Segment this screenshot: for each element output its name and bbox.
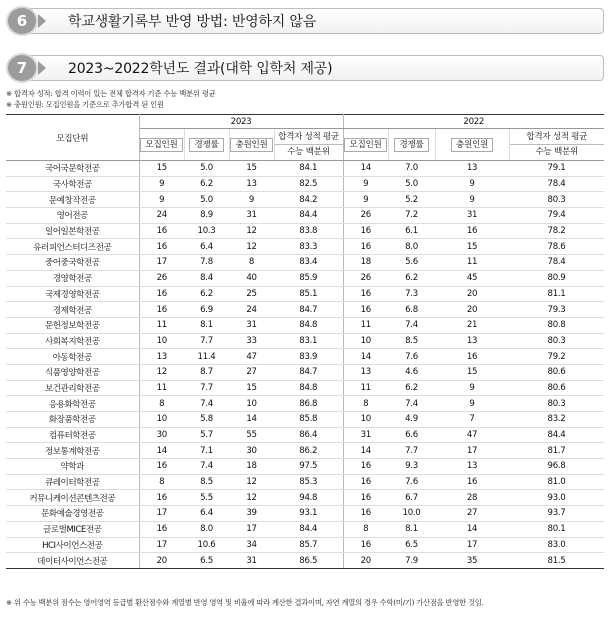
extra-cell: 33	[229, 333, 274, 349]
ratio-cell: 7.2	[388, 208, 435, 224]
extra-cell: 17	[435, 443, 509, 459]
quota-cell: 12	[139, 364, 184, 380]
score-cell: 81.1	[509, 286, 604, 302]
quota-cell: 16	[139, 459, 184, 475]
ratio-cell: 11.4	[184, 349, 229, 365]
quota-cell: 10	[139, 333, 184, 349]
ratio-cell: 10.3	[184, 223, 229, 239]
ratio-cell: 8.9	[184, 208, 229, 224]
ratio-cell: 10.6	[184, 537, 229, 553]
extra-cell: 45	[435, 270, 509, 286]
footer-note: ※ 위 수능 백분위 점수는 영어영역 등급별 환산점수와 계열별 반영 영역 및 비율에 따라 계산한 결과이며, 자연 계열의 경우 수학(미/기) 가산점을 반영한 것임.	[6, 598, 484, 607]
ratio-cell: 5.8	[184, 412, 229, 428]
extra-cell: 31	[229, 553, 274, 569]
ratio-cell: 4.9	[388, 412, 435, 428]
score-cell: 85.8	[274, 412, 343, 428]
extra-cell: 17	[435, 537, 509, 553]
ratio-cell: 7.4	[388, 396, 435, 412]
unit-name-cell: 큐레이터학전공	[6, 474, 139, 490]
extra-cell: 16	[435, 223, 509, 239]
quota-cell: 18	[343, 255, 388, 271]
ratio-cell: 5.5	[184, 490, 229, 506]
score-cell: 84.2	[274, 192, 343, 208]
score-cell: 84.7	[274, 302, 343, 318]
score-cell: 96.8	[509, 459, 604, 475]
unit-name-cell: 중어중국학전공	[6, 255, 139, 271]
extra-cell: 55	[229, 427, 274, 443]
extra-cell: 13	[435, 161, 509, 177]
score-cell: 83.2	[509, 412, 604, 428]
extra-cell: 31	[435, 208, 509, 224]
score-cell: 80.9	[509, 270, 604, 286]
ratio-cell: 8.0	[388, 239, 435, 255]
extra-cell: 27	[229, 364, 274, 380]
table-row	[6, 223, 604, 239]
extra-cell: 13	[435, 459, 509, 475]
ratio-cell: 6.1	[388, 223, 435, 239]
extra-cell: 24	[229, 302, 274, 318]
quota-cell: 16	[343, 459, 388, 475]
ratio-cell: 8.5	[388, 333, 435, 349]
ratio-cell: 5.0	[388, 176, 435, 192]
extra-cell: 15	[435, 239, 509, 255]
extra-cell: 31	[229, 208, 274, 224]
extra-cell: 20	[435, 286, 509, 302]
header-year-2022: 2022	[343, 115, 604, 129]
header-quota: 모집인원	[139, 129, 184, 161]
quota-cell: 17	[139, 255, 184, 271]
header-extra: 충원인원	[435, 129, 509, 161]
extra-cell: 21	[435, 317, 509, 333]
ratio-cell: 8.7	[184, 364, 229, 380]
score-cell: 79.1	[509, 161, 604, 177]
quota-cell: 15	[139, 161, 184, 177]
score-cell: 80.3	[509, 333, 604, 349]
score-cell: 78.2	[509, 223, 604, 239]
score-cell: 80.3	[509, 192, 604, 208]
header-quota: 모집인원	[343, 129, 388, 161]
ratio-cell: 7.1	[184, 443, 229, 459]
ratio-cell: 6.2	[184, 286, 229, 302]
ratio-cell: 8.5	[184, 474, 229, 490]
ratio-cell: 10.0	[388, 506, 435, 522]
ratio-cell: 5.0	[184, 192, 229, 208]
ratio-cell: 8.1	[184, 317, 229, 333]
ratio-cell: 6.5	[388, 537, 435, 553]
unit-name-cell: 문화예술경영전공	[6, 506, 139, 522]
section-header-6	[6, 6, 604, 36]
ratio-cell: 6.4	[184, 239, 229, 255]
quota-cell: 16	[343, 506, 388, 522]
quota-cell: 10	[139, 412, 184, 428]
quota-cell: 9	[343, 192, 388, 208]
header-unit: 모집단위	[6, 115, 139, 161]
extra-cell: 9	[435, 176, 509, 192]
table-row	[6, 396, 604, 412]
table-row	[6, 443, 604, 459]
quota-cell: 9	[139, 176, 184, 192]
unit-name-cell: 데이터사이언스전공	[6, 553, 139, 569]
extra-cell: 9	[435, 396, 509, 412]
unit-name-cell: 정보통계학전공	[6, 443, 139, 459]
table-row	[6, 349, 604, 365]
score-cell: 93.7	[509, 506, 604, 522]
unit-name-cell: 경영학전공	[6, 270, 139, 286]
quota-cell: 16	[343, 286, 388, 302]
quota-cell: 9	[343, 176, 388, 192]
table-row	[6, 474, 604, 490]
score-cell: 93.1	[274, 506, 343, 522]
quota-cell: 8	[139, 396, 184, 412]
quota-cell: 16	[343, 302, 388, 318]
extra-cell: 15	[229, 380, 274, 396]
section-header-7	[6, 53, 604, 83]
score-cell: 93.0	[509, 490, 604, 506]
quota-cell: 16	[343, 239, 388, 255]
ratio-cell: 7.6	[388, 349, 435, 365]
quota-cell: 20	[139, 553, 184, 569]
quota-cell: 16	[343, 537, 388, 553]
score-cell: 84.8	[274, 380, 343, 396]
quota-cell: 10	[343, 333, 388, 349]
extra-cell: 30	[229, 443, 274, 459]
score-cell: 86.5	[274, 553, 343, 569]
table-row	[6, 537, 604, 553]
quota-cell: 17	[139, 506, 184, 522]
header-ratio: 경쟁률	[388, 129, 435, 161]
score-cell: 86.8	[274, 396, 343, 412]
ratio-cell: 6.6	[388, 427, 435, 443]
ratio-cell: 4.6	[388, 364, 435, 380]
ratio-cell: 9.3	[388, 459, 435, 475]
quota-cell: 14	[139, 443, 184, 459]
score-cell: 85.1	[274, 286, 343, 302]
quota-cell: 8	[343, 396, 388, 412]
ratio-cell: 7.4	[184, 459, 229, 475]
quota-cell: 11	[343, 317, 388, 333]
score-cell: 80.6	[509, 380, 604, 396]
quota-cell: 26	[139, 270, 184, 286]
table-row	[6, 553, 604, 569]
quota-cell: 14	[343, 443, 388, 459]
ratio-cell: 7.4	[184, 396, 229, 412]
score-cell: 81.0	[509, 474, 604, 490]
extra-cell: 16	[435, 349, 509, 365]
quota-cell: 26	[343, 208, 388, 224]
unit-name-cell: 문예창작전공	[6, 192, 139, 208]
quota-cell: 10	[343, 412, 388, 428]
extra-cell: 47	[435, 427, 509, 443]
unit-name-cell: 사회복지학전공	[6, 333, 139, 349]
score-cell: 83.1	[274, 333, 343, 349]
score-cell: 84.4	[509, 427, 604, 443]
header-score: 합격자 성적 평균 수능 백분위	[274, 129, 343, 161]
score-cell: 84.7	[274, 364, 343, 380]
quota-cell: 14	[343, 161, 388, 177]
extra-cell: 34	[229, 537, 274, 553]
ratio-cell: 7.8	[184, 255, 229, 271]
extra-cell: 39	[229, 506, 274, 522]
score-cell: 86.2	[274, 443, 343, 459]
score-cell: 80.3	[509, 396, 604, 412]
table-row	[6, 364, 604, 380]
ratio-cell: 8.0	[184, 521, 229, 537]
score-cell: 81.7	[509, 443, 604, 459]
ratio-cell: 6.9	[184, 302, 229, 318]
score-cell: 85.7	[274, 537, 343, 553]
extra-cell: 15	[229, 161, 274, 177]
chevron-right-icon	[38, 61, 46, 75]
unit-name-cell: 유러피언스터디즈전공	[6, 239, 139, 255]
extra-cell: 9	[435, 380, 509, 396]
table-row	[6, 302, 604, 318]
quota-cell: 16	[343, 490, 388, 506]
score-cell: 83.3	[274, 239, 343, 255]
extra-cell: 18	[229, 459, 274, 475]
unit-name-cell: 영어전공	[6, 208, 139, 224]
table-row	[6, 208, 604, 224]
score-cell: 83.8	[274, 223, 343, 239]
extra-cell: 13	[435, 333, 509, 349]
extra-cell: 14	[229, 412, 274, 428]
table-row	[6, 459, 604, 475]
extra-cell: 27	[435, 506, 509, 522]
quota-cell: 16	[343, 223, 388, 239]
ratio-cell: 7.7	[388, 443, 435, 459]
unit-name-cell: 커뮤니케이션콘텐츠전공	[6, 490, 139, 506]
quota-cell: 8	[343, 521, 388, 537]
ratio-cell: 6.7	[388, 490, 435, 506]
ratio-cell: 6.2	[388, 270, 435, 286]
table-row	[6, 239, 604, 255]
extra-cell: 16	[435, 474, 509, 490]
score-cell: 79.2	[509, 349, 604, 365]
extra-cell: 12	[229, 239, 274, 255]
header-ratio: 경쟁률	[184, 129, 229, 161]
score-cell: 84.1	[274, 161, 343, 177]
results-table	[6, 114, 604, 569]
quota-cell: 16	[139, 239, 184, 255]
table-row	[6, 490, 604, 506]
table-row	[6, 286, 604, 302]
ratio-cell: 7.4	[388, 317, 435, 333]
ratio-cell: 7.0	[388, 161, 435, 177]
unit-name-cell: 경제학전공	[6, 302, 139, 318]
score-cell: 94.8	[274, 490, 343, 506]
score-cell: 80.1	[509, 521, 604, 537]
ratio-cell: 5.2	[388, 192, 435, 208]
unit-name-cell: 국어국문학전공	[6, 161, 139, 177]
score-cell: 81.5	[509, 553, 604, 569]
header-extra: 충원인원	[229, 129, 274, 161]
extra-cell: 40	[229, 270, 274, 286]
unit-name-cell: 컴퓨터학전공	[6, 427, 139, 443]
extra-cell: 28	[435, 490, 509, 506]
note-line: ※ 합격자 성적: 합격 이력이 있는 전체 합격자 기준 수능 백분위 평균	[6, 89, 216, 98]
ratio-cell: 8.4	[184, 270, 229, 286]
extra-cell: 13	[229, 176, 274, 192]
extra-cell: 47	[229, 349, 274, 365]
section-number-badge: 6	[6, 6, 38, 36]
score-cell: 85.9	[274, 270, 343, 286]
notes	[6, 88, 216, 110]
table-row	[6, 506, 604, 522]
quota-cell: 14	[343, 349, 388, 365]
quota-cell: 30	[139, 427, 184, 443]
quota-cell: 16	[139, 521, 184, 537]
score-cell: 80.6	[509, 364, 604, 380]
table-row	[6, 161, 604, 177]
table-row	[6, 521, 604, 537]
section-title: 2023~2022학년도 결과(대학 입학처 제공)	[68, 61, 333, 77]
unit-name-cell: 국제경영학전공	[6, 286, 139, 302]
unit-name-cell: 문헌정보학전공	[6, 317, 139, 333]
note-line: ※ 충원인원: 모집인원을 기준으로 추가합격 된 인원	[6, 100, 164, 109]
score-cell: 83.0	[509, 537, 604, 553]
table-row	[6, 176, 604, 192]
quota-cell: 17	[139, 537, 184, 553]
quota-cell: 11	[343, 380, 388, 396]
score-cell: 84.8	[274, 317, 343, 333]
table-row	[6, 380, 604, 396]
score-cell: 78.4	[509, 176, 604, 192]
ratio-cell: 7.7	[184, 333, 229, 349]
score-cell: 78.4	[509, 255, 604, 271]
extra-cell: 12	[229, 223, 274, 239]
extra-cell: 10	[229, 396, 274, 412]
table-row	[6, 317, 604, 333]
table-body	[6, 161, 604, 569]
ratio-cell: 6.8	[388, 302, 435, 318]
ratio-cell: 6.5	[184, 553, 229, 569]
score-cell: 84.4	[274, 521, 343, 537]
quota-cell: 20	[343, 553, 388, 569]
quota-cell: 11	[139, 317, 184, 333]
score-cell: 79.4	[509, 208, 604, 224]
extra-cell: 25	[229, 286, 274, 302]
extra-cell: 7	[435, 412, 509, 428]
ratio-cell: 5.0	[184, 161, 229, 177]
score-cell: 82.5	[274, 176, 343, 192]
ratio-cell: 6.2	[184, 176, 229, 192]
unit-name-cell: 아동학전공	[6, 349, 139, 365]
extra-cell: 11	[435, 255, 509, 271]
unit-name-cell: 응용화학전공	[6, 396, 139, 412]
quota-cell: 9	[139, 192, 184, 208]
section-title: 학교생활기록부 반영 방법: 반영하지 않음	[68, 14, 317, 30]
score-cell: 86.4	[274, 427, 343, 443]
table-row	[6, 427, 604, 443]
ratio-cell: 7.3	[388, 286, 435, 302]
ratio-cell: 7.7	[184, 380, 229, 396]
unit-name-cell: 약학과	[6, 459, 139, 475]
score-cell: 78.6	[509, 239, 604, 255]
quota-cell: 8	[139, 474, 184, 490]
table-row	[6, 255, 604, 271]
quota-cell: 26	[343, 270, 388, 286]
quota-cell: 24	[139, 208, 184, 224]
quota-cell: 11	[139, 380, 184, 396]
ratio-cell: 8.1	[388, 521, 435, 537]
ratio-cell: 6.2	[388, 380, 435, 396]
unit-name-cell: 국사학전공	[6, 176, 139, 192]
quota-cell: 16	[343, 474, 388, 490]
unit-name-cell: 화장품학전공	[6, 412, 139, 428]
chevron-right-icon	[38, 14, 46, 28]
extra-cell: 17	[229, 521, 274, 537]
ratio-cell: 7.9	[388, 553, 435, 569]
extra-cell: 12	[229, 474, 274, 490]
header-score: 합격자 성적 평균 수능 백분위	[509, 129, 604, 161]
extra-cell: 12	[229, 490, 274, 506]
quota-cell: 16	[139, 302, 184, 318]
extra-cell: 8	[229, 255, 274, 271]
ratio-cell: 5.7	[184, 427, 229, 443]
table-row	[6, 412, 604, 428]
score-cell: 83.9	[274, 349, 343, 365]
extra-cell: 9	[435, 192, 509, 208]
extra-cell: 14	[435, 521, 509, 537]
unit-name-cell: 식품영양학전공	[6, 364, 139, 380]
extra-cell: 9	[229, 192, 274, 208]
quota-cell: 31	[343, 427, 388, 443]
quota-cell: 16	[139, 286, 184, 302]
score-cell: 84.4	[274, 208, 343, 224]
header-year-2023: 2023	[139, 115, 343, 129]
unit-name-cell: 일어일본학전공	[6, 223, 139, 239]
score-cell: 79.3	[509, 302, 604, 318]
ratio-cell: 6.4	[184, 506, 229, 522]
score-cell: 80.8	[509, 317, 604, 333]
ratio-cell: 7.6	[388, 474, 435, 490]
score-cell: 85.3	[274, 474, 343, 490]
quota-cell: 16	[139, 490, 184, 506]
section-number-badge: 7	[6, 53, 38, 83]
quota-cell: 13	[139, 349, 184, 365]
table-row	[6, 192, 604, 208]
extra-cell: 20	[435, 302, 509, 318]
table-row	[6, 270, 604, 286]
unit-name-cell: 보건관리학전공	[6, 380, 139, 396]
extra-cell: 15	[435, 364, 509, 380]
quota-cell: 16	[139, 223, 184, 239]
unit-name-cell: HCI사이언스전공	[6, 537, 139, 553]
table-row	[6, 333, 604, 349]
unit-name-cell: 글로벌MICE전공	[6, 521, 139, 537]
score-cell: 83.4	[274, 255, 343, 271]
extra-cell: 35	[435, 553, 509, 569]
extra-cell: 31	[229, 317, 274, 333]
quota-cell: 13	[343, 364, 388, 380]
score-cell: 97.5	[274, 459, 343, 475]
ratio-cell: 5.6	[388, 255, 435, 271]
